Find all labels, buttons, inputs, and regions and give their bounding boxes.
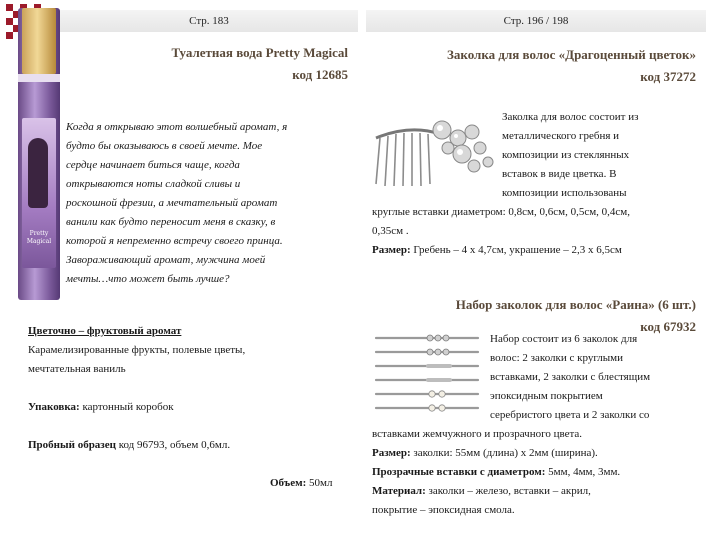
comb-title: [390, 44, 696, 88]
sample-line: [28, 436, 348, 455]
clips-material-line: [372, 482, 712, 501]
clips-inserts-line: [372, 463, 712, 482]
aroma-line: мечтательная ваниль: [28, 363, 126, 375]
volume-value: 50мл: [306, 477, 333, 489]
clips-material-label: Материал:: [372, 485, 426, 497]
sample-value: код 96793, объем 0,6мл.: [115, 439, 231, 451]
clips-inserts-label: Прозрачные вставки с диаметром:: [372, 466, 546, 478]
perfume-title-name: Туалетная вода Pretty Magical: [171, 45, 348, 60]
clips-title-name: Набор заколок для волос «Раина» (6 шт.): [455, 297, 696, 312]
aroma-section: [28, 322, 348, 379]
clips-size-label: Размер:: [372, 447, 411, 459]
comb-code: код 37272: [640, 69, 696, 84]
left-page-header: [60, 10, 358, 32]
perfume-code: код 12685: [292, 67, 348, 82]
perfume-bottle-image: [18, 8, 60, 300]
sample-label: Пробный образец: [28, 439, 116, 451]
comb-size-value: Гребень – 4 х 4,7см, украшение – 2,3 х 6,5см: [410, 244, 622, 256]
clips-desc-line: волос: 2 заколки с круглыми: [490, 352, 624, 364]
comb-size-label: Размер:: [372, 244, 411, 256]
clips-desc-line: вставками, 2 заколки с блестящим: [490, 371, 651, 383]
quote-line: которой я непременно встречу своего принца.: [66, 235, 283, 247]
quote-line: роскошной фрезии, а мечтательный аромат: [66, 197, 278, 209]
perfume-quote: [66, 118, 356, 289]
packaging-line: [28, 398, 348, 417]
quote-line: Когда я открываю этот волшебный аромат, я: [66, 121, 288, 133]
right-page-number: Стр. 196 / 198: [503, 15, 569, 27]
clips-size-line: [372, 444, 712, 463]
aroma-line: Карамелизированные фрукты, полевые цветы,: [28, 344, 246, 356]
bottle-label: Pretty Magical: [26, 230, 52, 245]
volume-label: Объем:: [270, 477, 307, 489]
clips-desc-line: серебристого цвета и 2 заколки со: [490, 409, 650, 421]
hair-clips-image: [372, 330, 484, 418]
comb-desc-line: металлического гребня и: [502, 130, 620, 142]
perfume-title: [90, 42, 348, 86]
comb-desc-line: Заколка для волос состоит из: [502, 111, 639, 123]
clips-inserts-value: 5мм, 4мм, 3мм.: [545, 466, 621, 478]
quote-line: сердце начинает биться чаще, когда: [66, 159, 240, 171]
comb-desc-line: 0,35см .: [372, 225, 409, 237]
comb-description-narrow: [502, 108, 702, 203]
comb-desc-line: композиции из стеклянных: [502, 149, 630, 161]
comb-description-wide: [372, 203, 712, 260]
comb-desc-line: композиции использованы: [502, 187, 627, 199]
quote-line: ванили как будто переносит меня в сказку, в: [66, 216, 276, 228]
aroma-title: Цветочно – фруктовый аромат: [28, 325, 182, 337]
clips-desc-line: вставками жемчужного и прозрачного цвета.: [372, 428, 583, 440]
comb-size-line: [372, 241, 712, 260]
clips-material-line-2: покрытие – эпоксидная смола.: [372, 504, 515, 516]
clips-description-narrow: [490, 330, 708, 425]
clips-size-value: заколки: 55мм (длина) х 2мм (ширина).: [410, 447, 598, 459]
clips-code: код 67932: [640, 319, 696, 334]
clips-description-wide: [372, 425, 712, 520]
left-page-number: Стр. 183: [189, 15, 229, 27]
packaging-value: картонный коробок: [79, 401, 174, 413]
comb-title-name: Заколка для волос «Драгоценный цветок»: [447, 47, 696, 62]
comb-desc-line: вставок в виде цветка. В: [502, 168, 617, 180]
clips-desc-line: эпоксидным покрытием: [490, 390, 603, 402]
clips-material-value: заколки – железо, вставки – акрил,: [425, 485, 591, 497]
volume-line: [270, 474, 350, 493]
quote-line: будто бы оказываюсь в своей мечте. Мое: [66, 140, 263, 152]
clips-desc-line: Набор состоит из 6 заколок для: [490, 333, 638, 345]
quote-line: мечты…что может быть лучше?: [66, 273, 230, 285]
right-page-header: [366, 10, 706, 32]
quote-line: Завораживающий аромат, мужчина моей: [66, 254, 266, 266]
hair-comb-image: [370, 108, 500, 192]
comb-desc-line: круглые вставки диаметром: 0,8см, 0,6см, 0,5см, 0,4см,: [372, 206, 631, 218]
quote-line: открываются ноты сладкой сливы и: [66, 178, 241, 190]
packaging-label: Упаковка:: [28, 401, 80, 413]
